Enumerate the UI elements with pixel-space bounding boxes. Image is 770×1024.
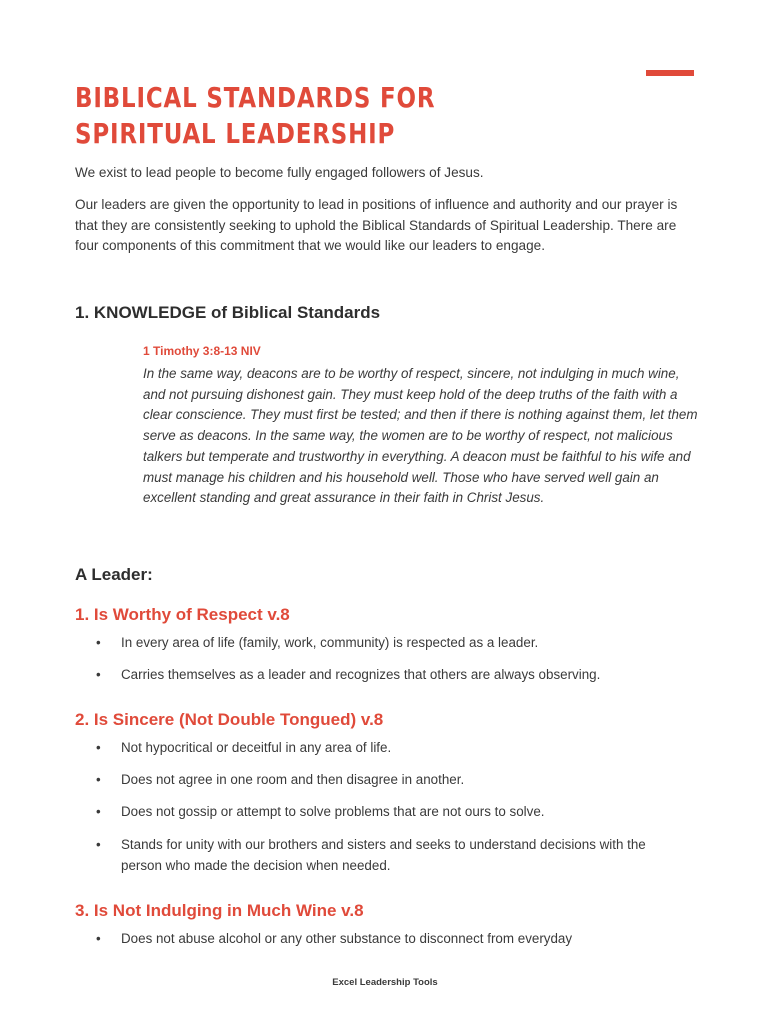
list-item [96,929,686,950]
list-item [96,738,686,759]
bullet-icon: • [96,635,101,650]
bullet-icon: • [96,837,101,852]
scripture-quote: In the same way, deacons are to be worthy of respect, sincere, not indulging in much wine, and not pursuing dishonest gain. They must keep hold of the deep truths of the faith with a clear conscience. They must first be tested; and then if there is nothing against them, let them serve as deacons. In the same way, the women are to be worthy of respect, not malicious talkers but temperate and trustworthy in everything. A deacon must be faithful to his wife and must manage his children and his household well. Those who have served well gain an excellent standing and great assurance in their faith in Christ Jesus. [143,366,698,506]
bullet-icon: • [96,931,101,946]
list-item [96,633,686,654]
list-item-text: Not hypocritical or deceitful in any area of life. [121,740,392,755]
page-footer: Excel Leadership Tools [332,977,438,988]
bullet-icon: • [96,772,101,787]
bullet-icon: • [96,804,101,819]
list-item [96,802,686,823]
accent-bar [646,70,694,76]
intro-paragraph: Our leaders are given the opportunity to lead in positions of influence and authority and our prayer is that they are consistently seeking to uphold the Biblical Standards of Spiritual Leadership. There are four components of this commitment that we would like our leaders to engage. [75,197,678,254]
scripture-reference: 1 Timothy 3:8-13 NIV [143,344,261,358]
page-title-line-2: SPIRITUAL LEADERSHIP [75,117,396,150]
list-item-text: Stands for unity with our brothers and sisters and seeks to understand decisions with the person who made the decision when needed. [121,837,646,873]
page-title [75,80,435,152]
list-item-text: In every area of life (family, work, community) is respected as a leader. [121,635,539,650]
list-item-text: Carries themselves as a leader and recognizes that others are always observing. [121,667,601,682]
page-title-line-1: BIBLICAL STANDARDS FOR [75,81,436,114]
leader-heading: A Leader: [75,565,153,584]
bullet-icon: • [96,740,101,755]
list-item-text: Does not abuse alcohol or any other substance to disconnect from everyday [121,931,573,946]
section-heading-knowledge: 1. KNOWLEDGE of Biblical Standards [75,303,381,322]
list-item [96,835,686,876]
list-item-text: Does not gossip or attempt to solve problems that are not ours to solve. [121,804,545,819]
quality-heading-sincere: 2. Is Sincere (Not Double Tongued) v.8 [75,710,384,729]
list-item-text: Does not agree in one room and then disagree in another. [121,772,465,787]
bullet-icon: • [96,667,101,682]
list-item [96,770,686,791]
list-item [96,665,686,686]
mission-statement: We exist to lead people to become fully engaged followers of Jesus. [75,165,484,180]
quality-heading-respect: 1. Is Worthy of Respect v.8 [75,605,290,624]
quality-heading-wine: 3. Is Not Indulging in Much Wine v.8 [75,901,364,920]
